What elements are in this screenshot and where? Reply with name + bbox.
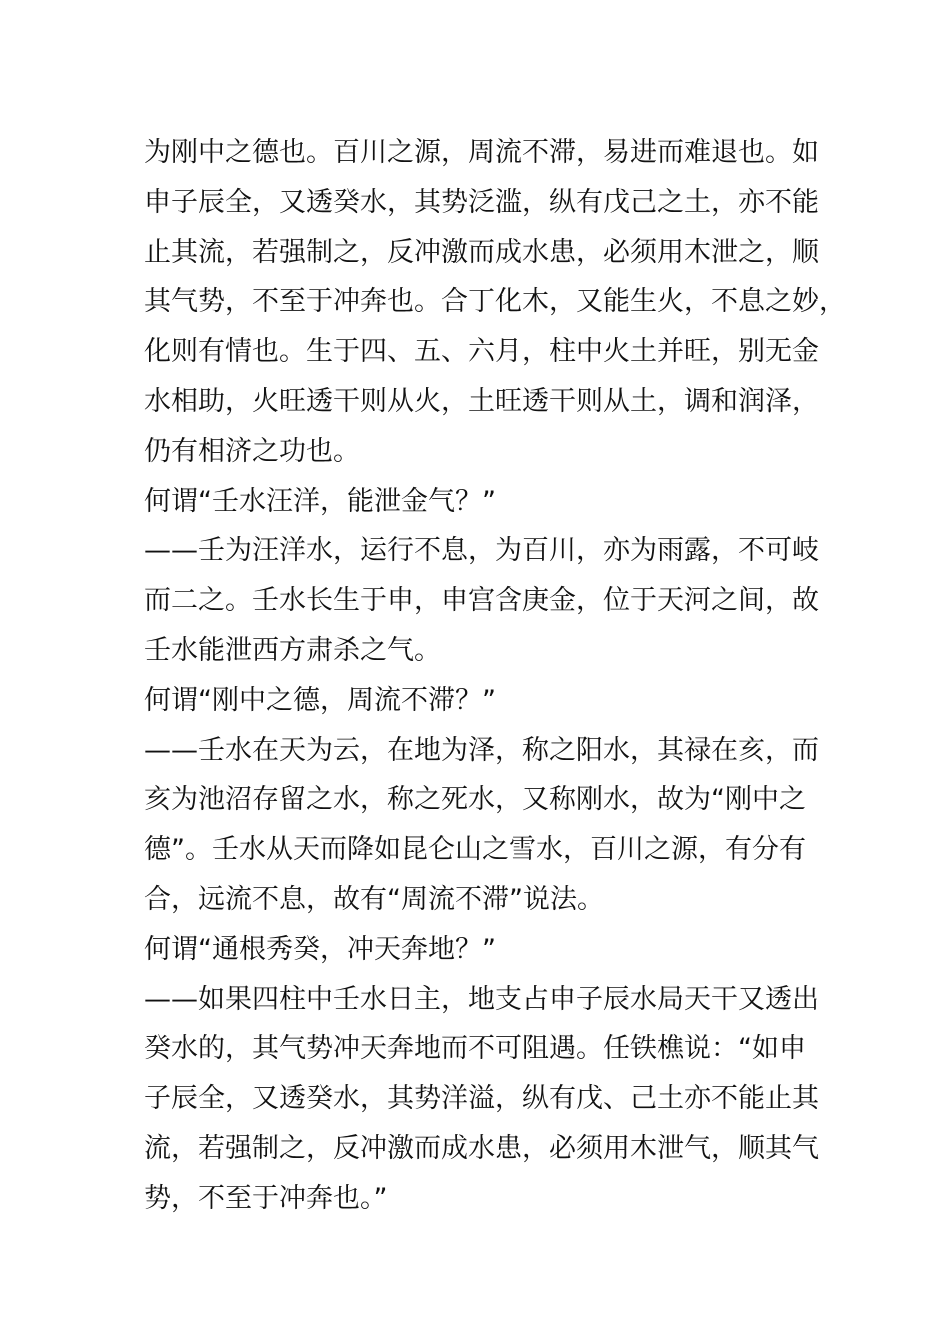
text-line: 其气势，不至于冲奔也。合丁化木，又能生火，不息之妙， (144, 286, 846, 318)
document-body (144, 128, 846, 1224)
text-line: 止其流，若强制之，反冲激而成水患，必须用木泄之，顺 (144, 236, 819, 268)
text-line: 水相助，火旺透干则从火，土旺透干则从土，调和润泽， (144, 385, 819, 417)
text-line: ——壬为汪洋水，运行不息，为百川，亦为雨露，不可岐 (144, 535, 819, 567)
text-line: 而二之。壬水长生于申，申宫含庚金，位于天河之间，故 (144, 585, 819, 617)
question-heading: 何谓“壬水汪洋，能泄金气？” (144, 485, 496, 517)
text-line: 势，不至于冲奔也。” (144, 1182, 388, 1214)
text-line: ——如果四柱中壬水日主，地支占申子辰水局天干又透出 (144, 983, 819, 1015)
text-line: ——壬水在天为云，在地为泽，称之阳水，其禄在亥，而 (144, 734, 819, 766)
text-line: 化则有情也。生于四、五、六月，柱中火土并旺，别无金 (144, 336, 819, 368)
text-line: 壬水能泄西方肃杀之气。 (144, 634, 441, 666)
question-heading: 何谓“刚中之德，周流不滞？” (144, 684, 496, 716)
text-line: 仍有相济之功也。 (144, 435, 360, 467)
text-line: 申子辰全，又透癸水，其势泛滥，纵有戊己之土，亦不能 (144, 186, 819, 218)
text-line: 亥为池沼存留之水，称之死水，又称刚水，故为“刚中之 (144, 784, 806, 816)
text-line: 子辰全，又透癸水，其势洋溢，纵有戊、己土亦不能止其 (144, 1083, 819, 1115)
question-heading: 何谓“通根秀癸，冲天奔地？” (144, 933, 496, 965)
text-line: 为刚中之德也。百川之源，周流不滞，易进而难退也。如 (144, 137, 819, 168)
text-line: 合，远流不息，故有“周流不滞”说法。 (144, 883, 604, 915)
text-line: 德”。壬水从天而降如昆仑山之雪水，百川之源，有分有 (144, 834, 806, 866)
text-line: 流，若强制之，反冲激而成水患，必须用木泄气，顺其气 (144, 1132, 819, 1164)
text-line: 癸水的，其气势冲天奔地而不可阻遇。任铁樵说：“如申 (144, 1033, 806, 1065)
